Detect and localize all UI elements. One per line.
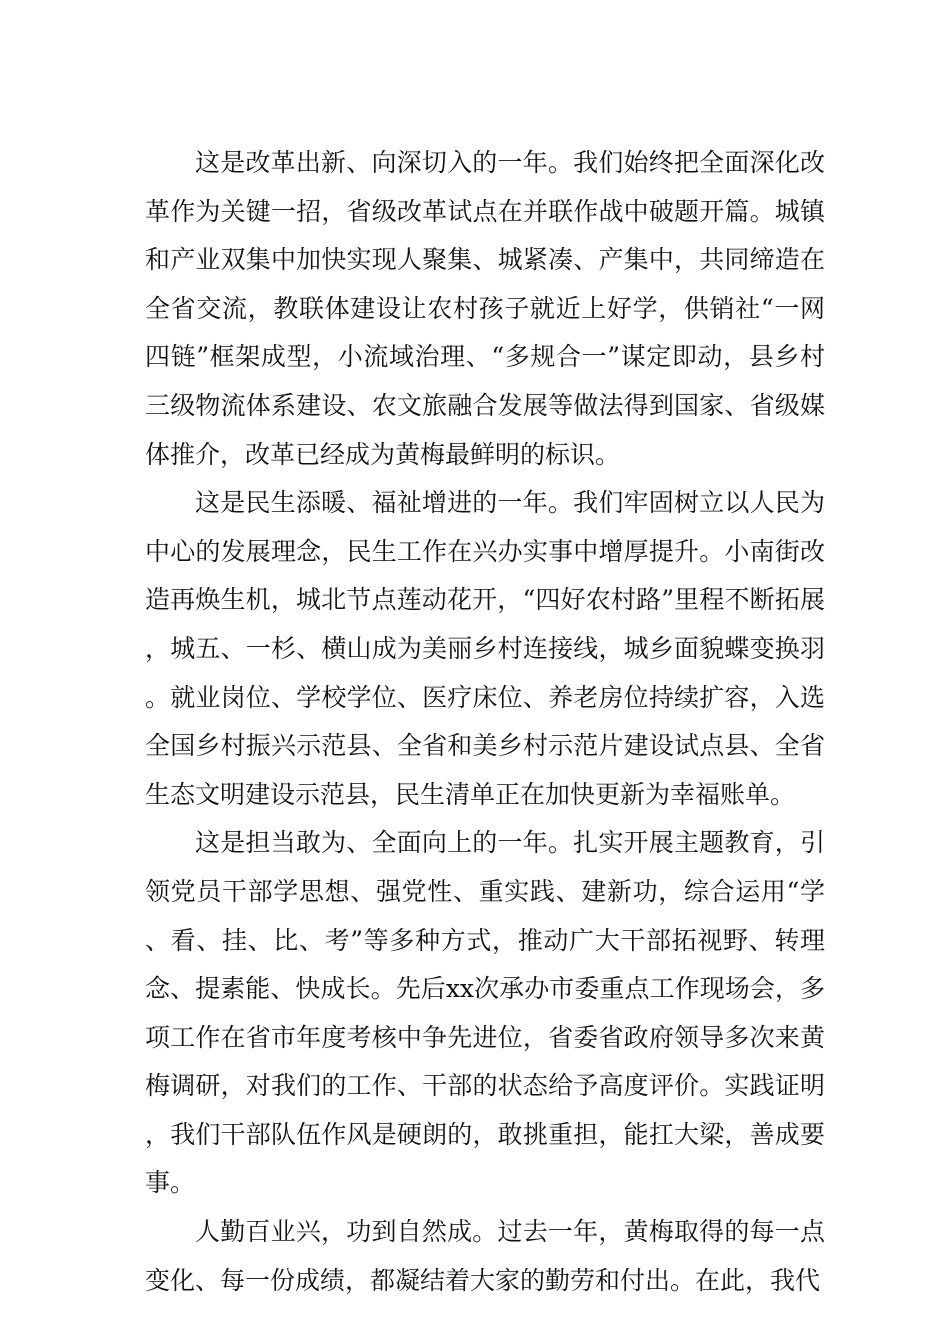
paragraph-livelihood: 这是民生添暖、福祉增进的一年。我们牢固树立以人民为中心的发展理念，民生工作在兴办实事中增厚提升。小南街改造再焕生机，城北节点莲动花开，“四好农村路”里程不断拓展，城五、一杉、横山成为美丽乡村连接线，城乡面貌蝶变换羽。就业岗位、学校学位、医疗床位、养老房位持续扩容，入选全国乡村振兴示范县、全省和美乡村示范片建设试点县、全省生态文明建设示范县，民生清单正在加快更新为幸福账单。 bbox=[145, 488, 825, 809]
body-text bbox=[145, 139, 825, 1305]
paragraph-reform: 这是改革出新、向深切入的一年。我们始终把全面深化改革作为关键一招，省级改革试点在并联作战中破题开篇。城镇和产业双集中加快实现人聚集、城紧凑、产集中，共同缔造在全省交流，教联体建设让农村孩子就近上好学，供销社“一网四链”框架成型，小流域治理、“多规合一”谋定即动，县乡村三级物流体系建设、农文旅融合发展等做法得到国家、省级媒体推介，改革已经成为黄梅最鲜明的标识。 bbox=[145, 148, 825, 469]
paragraph-responsibility: 这是担当敢为、全面向上的一年。扎实开展主题教育，引领党员干部学思想、强党性、重实践、建新功，综合运用“学、看、挂、比、考”等多种方式，推动广大干部拓视野、转理念、提素能、快成长。先后xx次承办市委重点工作现场会，多项工作在省市年度考核中争先进位，省委省政府领导多次来黄梅调研，对我们的工作、干部的状态给予高度评价。实践证明，我们干部队伍作风是硬朗的，敢挑重担，能扛大梁，善成要事。 bbox=[145, 828, 825, 1198]
paragraph-gratitude: 人勤百业兴，功到自然成。过去一年，黄梅取得的每一点变化、每一份成绩，都凝结着大家的勤劳和付出。在此，我代 bbox=[145, 1217, 825, 1295]
